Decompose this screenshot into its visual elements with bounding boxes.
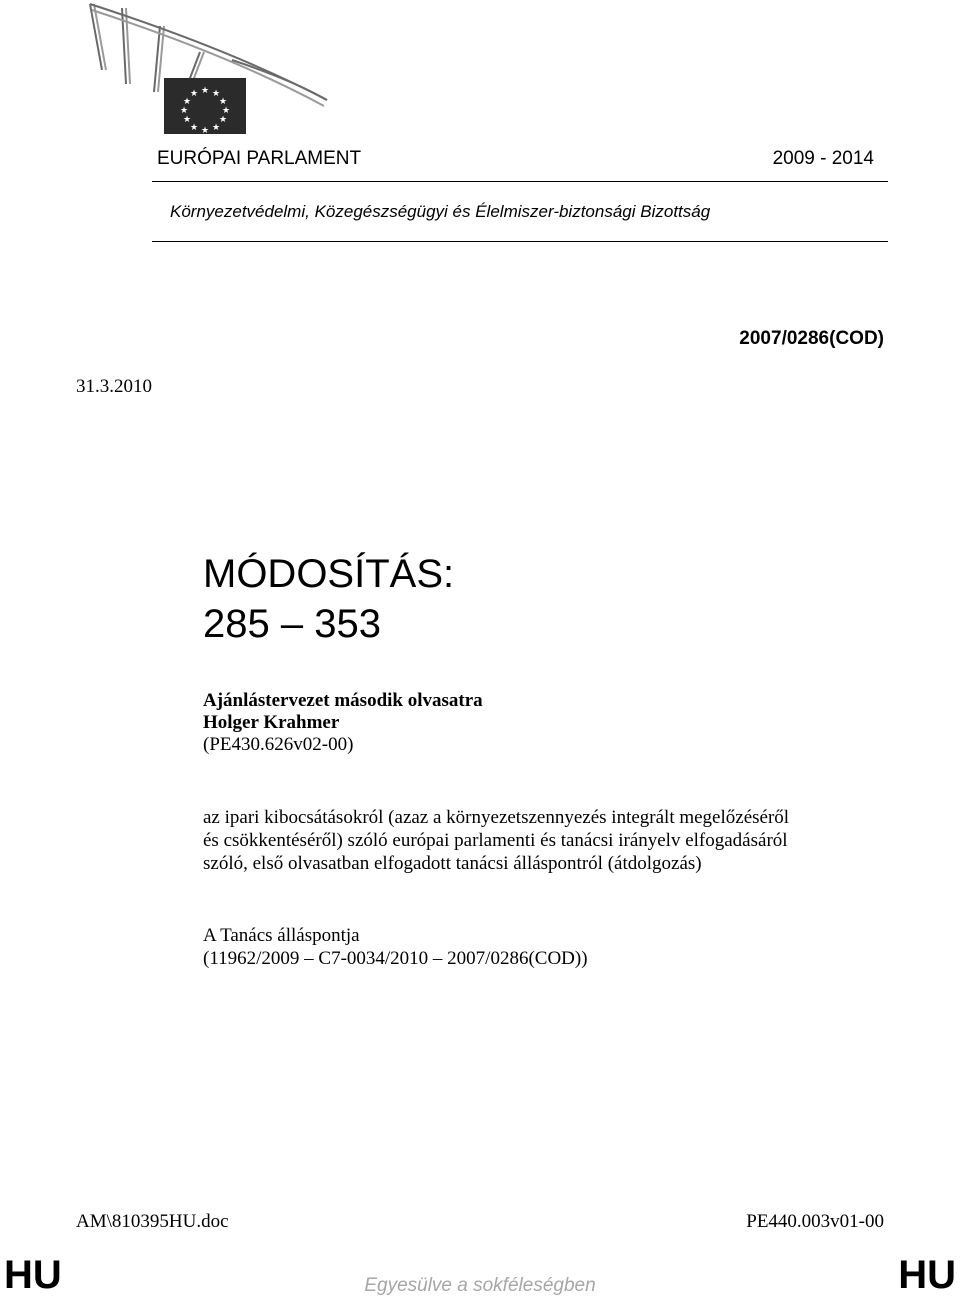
svg-text:★: ★ [189,123,199,133]
svg-text:★: ★ [211,123,221,133]
subject-line: szóló, első olvasatban elfogadott tanácsi álláspontról (átdolgozás) [203,853,702,874]
parliamentary-term: 2009 - 2014 [772,148,874,169]
council-position [203,924,588,970]
svg-text:★: ★ [200,86,210,96]
rapporteur: Holger Krahmer [203,712,340,733]
svg-text:★: ★ [218,97,228,107]
draft-info [203,690,483,756]
council-references: (11962/2009 – C7-0034/2010 – 2007/0286(COD)) [203,948,588,969]
svg-text:★: ★ [182,115,192,125]
document-title: MÓDOSÍTÁS: [203,552,455,596]
header-divider-top [152,181,888,182]
eu-flag-icon [164,78,246,136]
council-position-label: A Tanács álláspontja [203,925,360,946]
draft-reference: (PE430.626v02-00) [203,734,354,755]
footer-pe-number: PE440.003v01-00 [746,1211,884,1232]
subject-text [203,806,903,875]
subject-line: az ipari kibocsátásokról (azaz a környezetszennyezés integrált megelőzéséről [203,807,790,828]
svg-text:★: ★ [182,97,192,107]
european-parliament-logo [82,0,342,140]
svg-text:★: ★ [211,89,221,99]
svg-text:★: ★ [218,115,228,125]
language-code-left: HU [4,1253,62,1297]
svg-text:★: ★ [200,126,210,136]
draft-type: Ajánlástervezet második olvasatra [203,690,483,711]
language-code-right: HU [898,1253,956,1297]
svg-text:★: ★ [189,89,199,99]
svg-text:★: ★ [179,106,189,116]
footer-file-name: AM\810395HU.doc [76,1211,229,1232]
header-divider-bottom [152,241,888,242]
committee-name: Környezetvédelmi, Közegészségügyi és Élelmiszer-biztonsági Bizottság [170,202,711,221]
institution-name: EURÓPAI PARLAMENT [157,148,362,169]
document-date: 31.3.2010 [76,376,152,397]
svg-text:★: ★ [221,106,231,116]
subject-line: és csökkentéséről) szóló európai parlamenti és tanácsi irányelv elfogadásáról [203,830,788,851]
procedure-number: 2007/0286(COD) [739,328,884,349]
amendment-range: 285 – 353 [203,602,381,646]
eu-motto: Egyesülve a sokféleségben [364,1275,596,1296]
